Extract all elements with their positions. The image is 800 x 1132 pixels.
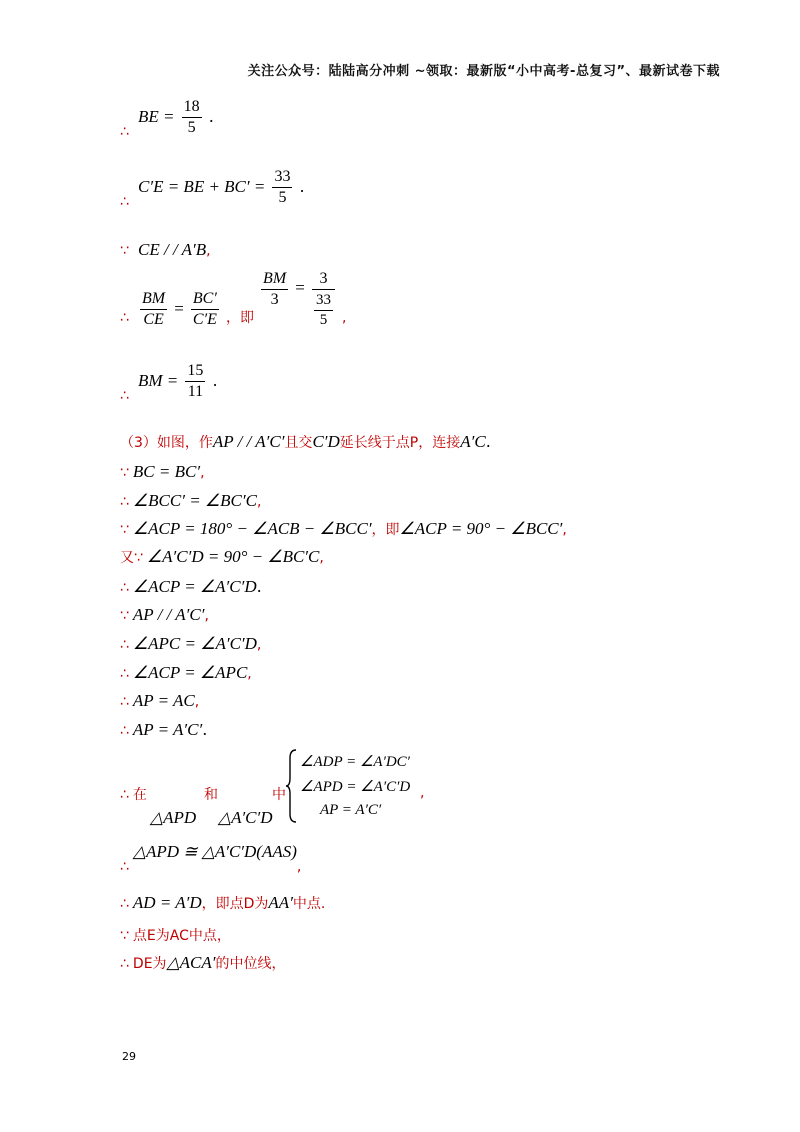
fraction: $\frac{BC'}{C'E}$ bbox=[192, 290, 217, 328]
therefore-symbol: ∴ bbox=[120, 310, 129, 326]
line-3: ∵ ∠ACP = 180° − ∠ACB − ∠BCC′，即∠ACP = 90° − ∠BCC′, bbox=[120, 519, 567, 538]
line-congruence: ∴△APD ≅ △A′C′D(AAS), bbox=[120, 842, 302, 875]
fraction: $\frac{33}{5}$ bbox=[274, 168, 291, 206]
fraction: $\frac{15}{11}$ bbox=[187, 362, 204, 400]
line-10: ∴ AP = A′C′. bbox=[120, 720, 208, 739]
line-4: 又∵ ∠A′C′D = 90° − ∠BC′C, bbox=[120, 547, 324, 566]
line-7: ∴ ∠APC = ∠A′C′D, bbox=[120, 634, 262, 653]
line-e-mid: ∵ 点E为AC中点， bbox=[120, 928, 231, 944]
line-be: ∴ BE = $\frac{18}{5}$ . bbox=[120, 98, 214, 140]
line-de: ∴ DE为△ACA′的中位线， bbox=[120, 953, 286, 972]
because-symbol: ∵ bbox=[120, 243, 129, 259]
left-brace-icon bbox=[286, 748, 298, 824]
line-ad: ∴ AD = A′D，即点D为AA′中点. bbox=[120, 893, 326, 912]
equation-system: ∠ADP = ∠A′DC′ ∠APD = ∠A′C′D AP = A′C′ bbox=[286, 748, 416, 824]
fraction: $\frac{BM}{CE}$ bbox=[142, 290, 166, 328]
line-2: ∴ ∠BCC′ = ∠BC′C, bbox=[120, 491, 262, 510]
page-number: 29 bbox=[122, 1050, 136, 1063]
line-ratio: ∴ $\frac{BM}{CE}$ = $\frac{BC'}{C'E}$ ，即 $\frac{BM}{3}$ = $\frac{3}{\frac{33}{5}}$ , bbox=[120, 270, 347, 328]
line-in-triangles: ∴ 在 和 中 bbox=[120, 787, 286, 803]
line-part3: （3）如图，作AP / / A′C′且交C′D延长线于点P，连接A′C. bbox=[120, 432, 491, 451]
therefore-symbol: ∴ bbox=[120, 124, 129, 140]
line-triangle-names: △APD △A′C′D bbox=[150, 808, 273, 827]
line-6: ∵ AP / / A′C′, bbox=[120, 605, 209, 624]
sys-comma: , bbox=[420, 785, 425, 801]
fraction: $\frac{18}{5}$ bbox=[183, 98, 200, 136]
page-header: 关注公众号：陆陆高分冲刺 ~领取：最新版“小中高考-总复习”、最新试卷下载 bbox=[247, 64, 720, 79]
line-8: ∴ ∠ACP = ∠APC, bbox=[120, 663, 252, 682]
line-9: ∴ AP = AC, bbox=[120, 691, 200, 710]
therefore-symbol: ∴ bbox=[120, 388, 129, 404]
line-5: ∴ ∠ACP = ∠A′C′D. bbox=[120, 577, 262, 596]
fraction: $\frac{BM}{3}$ bbox=[263, 270, 287, 308]
line-1: ∵ BC = BC′, bbox=[120, 462, 205, 481]
fraction: $\frac{3}{\frac{33}{5}}$ bbox=[312, 270, 335, 329]
therefore-symbol: ∴ bbox=[120, 194, 129, 210]
line-bm: ∴ BM = $\frac{15}{11}$ . bbox=[120, 362, 218, 404]
line-ce: ∴ C′E = BE + BC′ = $\frac{33}{5}$ . bbox=[120, 168, 305, 210]
line-parallel: ∵ CE / / A′B, bbox=[120, 240, 211, 259]
